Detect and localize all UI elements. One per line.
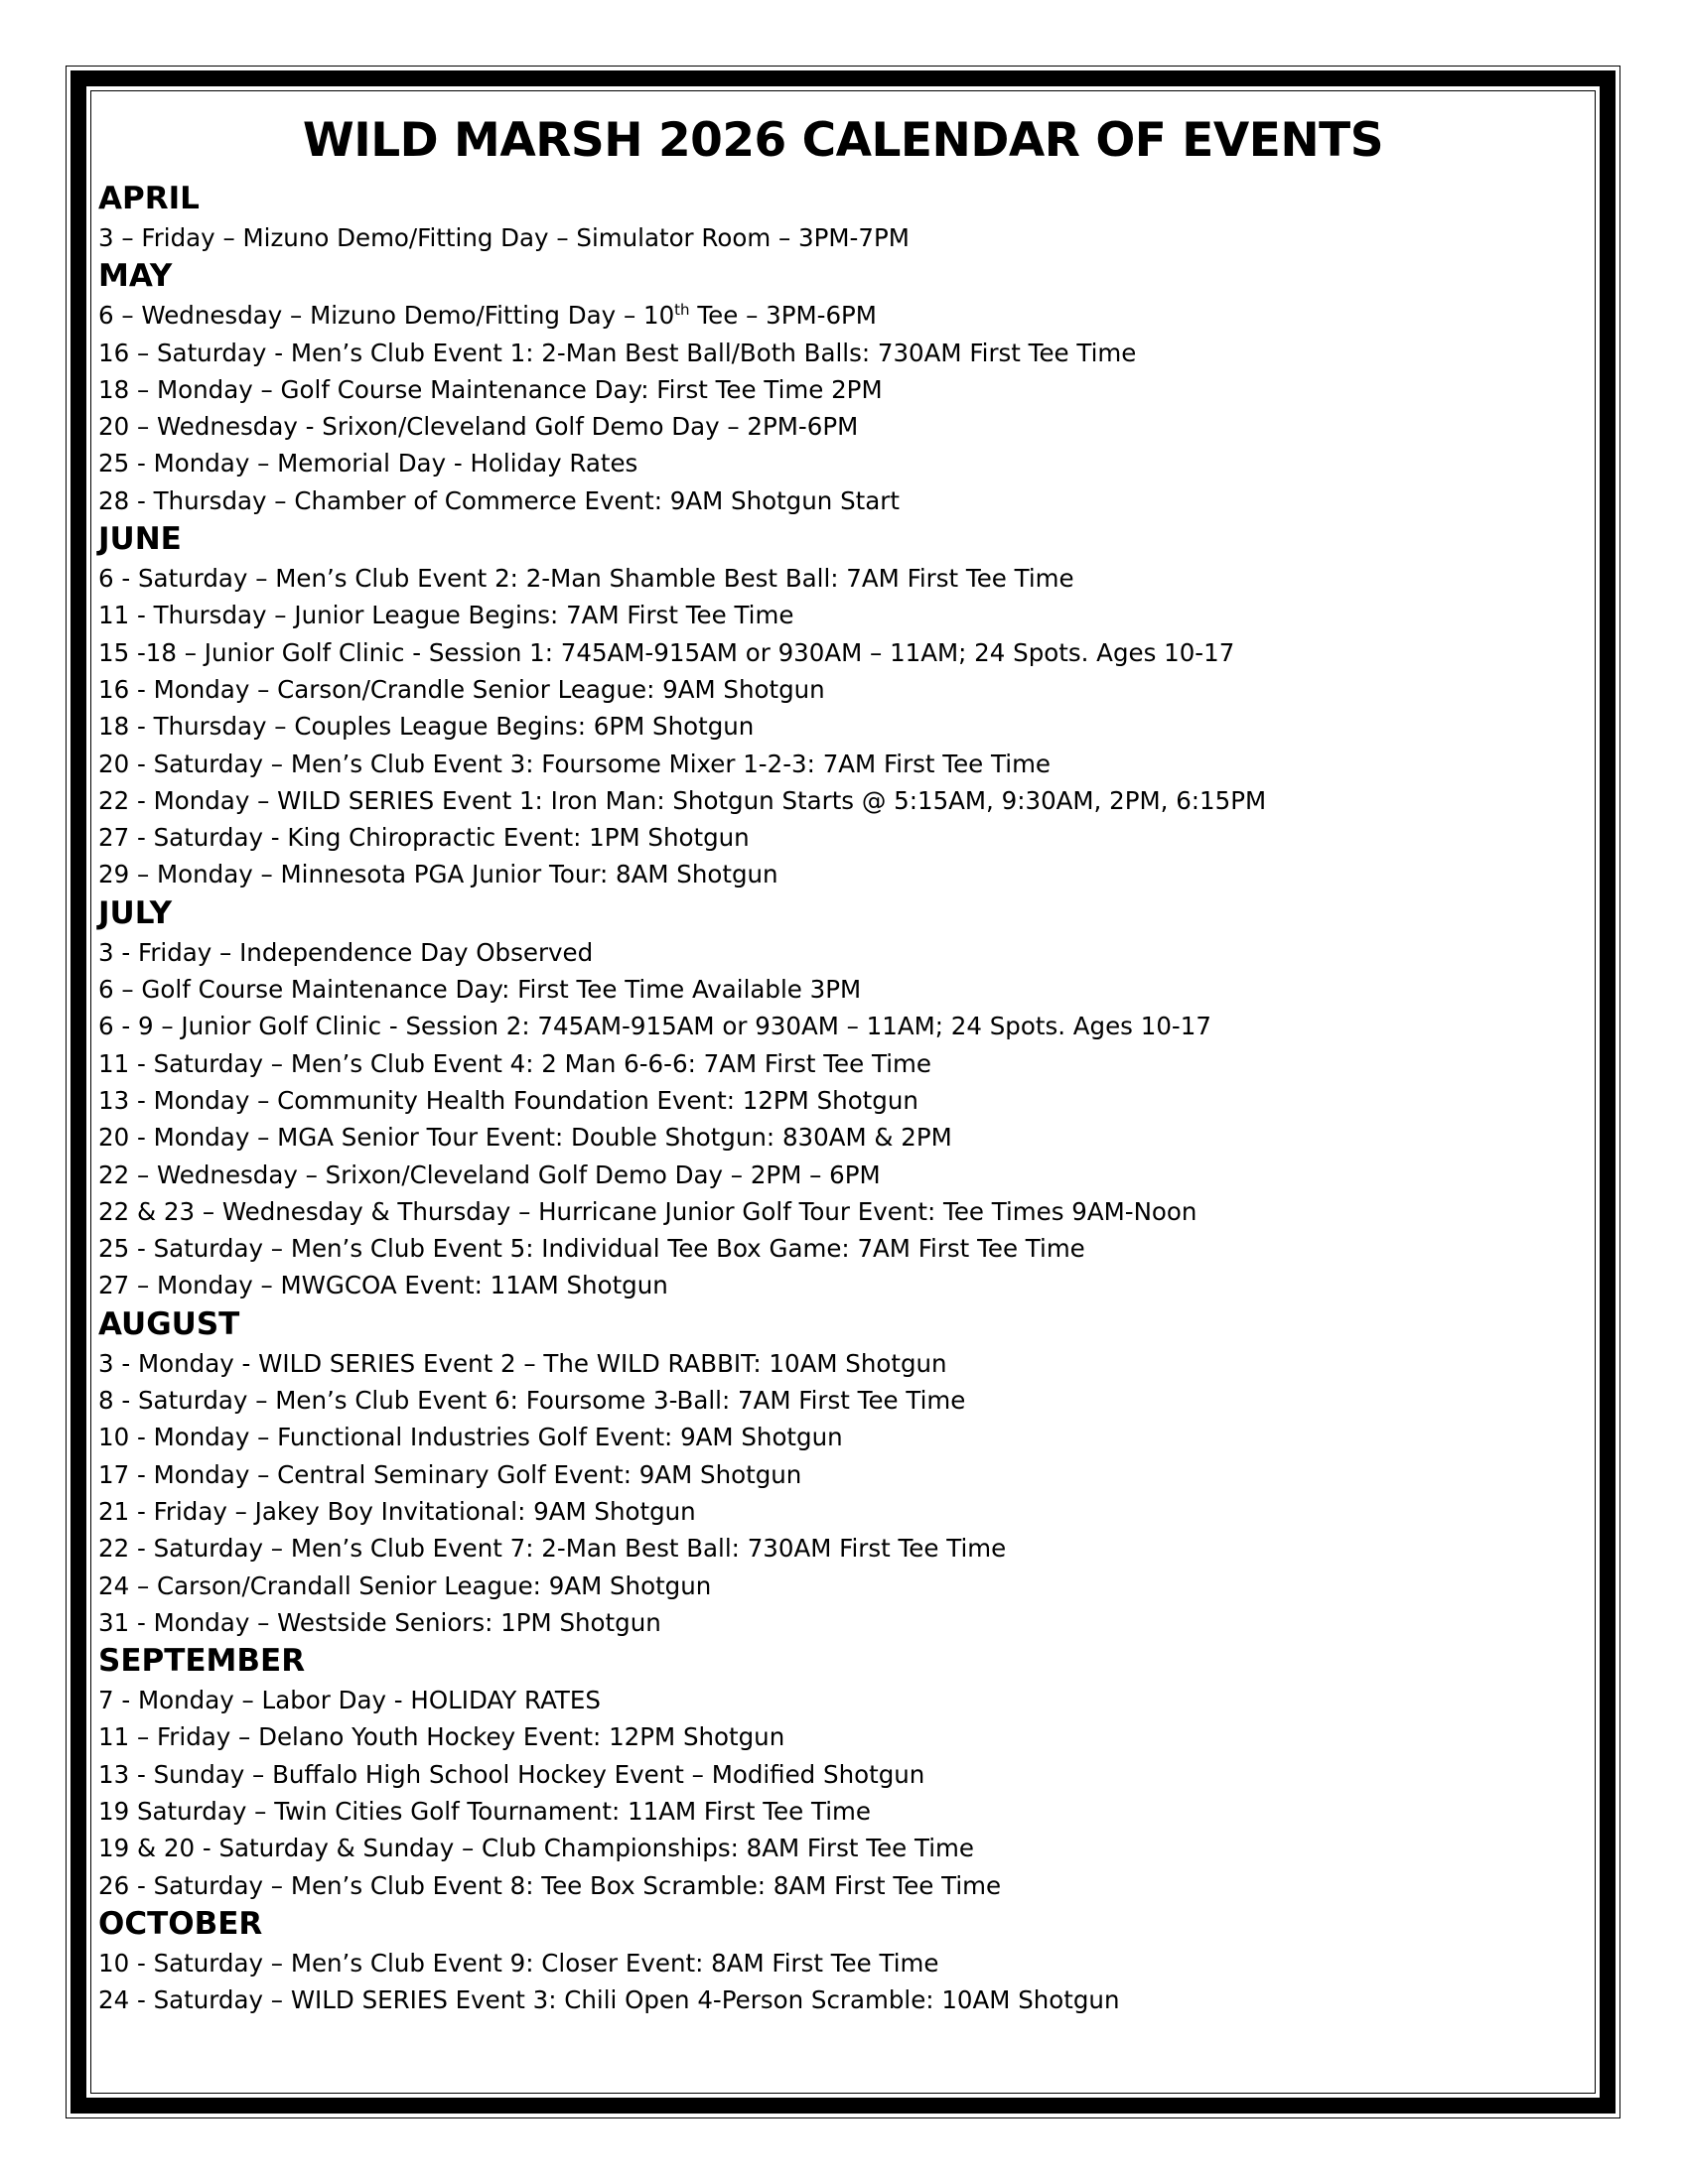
- event-item: 6 – Golf Course Maintenance Day: First Tee Time Available 3PM: [98, 975, 862, 1005]
- event-item: 20 - Saturday – Men’s Club Event 3: Foursome Mixer 1-2-3: 7AM First Tee Time: [98, 749, 1052, 778]
- event-item: 19 & 20 - Saturday & Sunday – Club Championships: 8AM First Tee Time: [98, 1834, 974, 1863]
- month-heading: APRIL: [98, 181, 200, 216]
- month-section-june: [98, 519, 1588, 893]
- event-item: 18 – Monday – Golf Course Maintenance Day: First Tee Time 2PM: [98, 374, 883, 404]
- event-item: 16 – Saturday - Men’s Club Event 1: 2-Man Best Ball/Both Balls: 730AM First Tee Time: [98, 338, 1137, 367]
- event-item: 22 - Monday – WILD SERIES Event 1: Iron Man: Shotgun Starts @ 5:15AM, 9:30AM, 2PM, 6:15PM: [98, 785, 1267, 815]
- event-item: 8 - Saturday – Men’s Club Event 6: Foursome 3-Ball: 7AM First Tee Time: [98, 1386, 966, 1416]
- event-item: 20 – Wednesday - Srixon/Cleveland Golf Demo Day – 2PM-6PM: [98, 412, 859, 442]
- month-heading: AUGUST: [98, 1305, 240, 1342]
- event-item: 31 - Monday – Westside Seniors: 1PM Shotgun: [98, 1607, 661, 1637]
- event-item: [98, 297, 1588, 334]
- event-item: 13 - Sunday – Buffalo High School Hockey Event – Modified Shotgun: [98, 1759, 925, 1789]
- event-item: 19 Saturday – Twin Cities Golf Tournament: 11AM First Tee Time: [98, 1796, 871, 1826]
- event-item: 25 - Monday – Memorial Day - Holiday Rates: [98, 449, 638, 478]
- month-section-april: [98, 179, 1588, 256]
- event-item: 25 - Saturday – Men’s Club Event 5: Individual Tee Box Game: 7AM First Tee Time: [98, 1234, 1085, 1264]
- event-item: 11 – Friday – Delano Youth Hockey Event: 12PM Shotgun: [98, 1722, 785, 1752]
- event-item: 10 - Saturday – Men’s Club Event 9: Closer Event: 8AM First Tee Time: [98, 1948, 939, 1978]
- event-item: 27 - Saturday - King Chiropractic Event: 1PM Shotgun: [98, 823, 750, 853]
- event-item: 27 – Monday – MWGCOA Event: 11AM Shotgun: [98, 1271, 668, 1300]
- month-section-september: [98, 1641, 1588, 1904]
- event-item: 18 - Thursday – Couples League Begins: 6PM Shotgun: [98, 712, 755, 742]
- month-heading: JUNE: [98, 521, 182, 558]
- event-item: 22 – Wednesday – Srixon/Cleveland Golf Demo Day – 2PM – 6PM: [98, 1160, 881, 1189]
- month-section-october: [98, 1904, 1588, 2019]
- event-item: 20 - Monday – MGA Senior Tour Event: Double Shotgun: 830AM & 2PM: [98, 1123, 952, 1153]
- event-item: 22 & 23 – Wednesday & Thursday – Hurricane Junior Golf Tour Event: Tee Times 9AM-Noon: [98, 1196, 1197, 1226]
- event-text-continued: Tee – 3PM-6PM: [689, 301, 877, 331]
- event-item: 28 - Thursday – Chamber of Commerce Event: 9AM Shotgun Start: [98, 485, 900, 515]
- event-item: 3 – Friday – Mizuno Demo/Fitting Day – Simulator Room – 3PM-7PM: [98, 223, 910, 252]
- event-item: 3 - Friday – Independence Day Observed: [98, 937, 594, 967]
- event-item: 29 – Monday – Minnesota PGA Junior Tour: 8AM Shotgun: [98, 860, 778, 889]
- months-list: [98, 179, 1588, 2018]
- month-heading: SEPTEMBER: [98, 1643, 306, 1680]
- event-item: 26 - Saturday – Men’s Club Event 8: Tee Box Scramble: 8AM First Tee Time: [98, 1870, 1002, 1900]
- event-item: 22 - Saturday – Men’s Club Event 7: 2-Man Best Ball: 730AM First Tee Time: [98, 1534, 1007, 1564]
- event-item: 13 - Monday – Community Health Foundation Event: 12PM Shotgun: [98, 1085, 918, 1115]
- event-item: 24 – Carson/Crandall Senior League: 9AM Shotgun: [98, 1570, 712, 1600]
- event-item: 11 - Thursday – Junior League Begins: 7AM First Tee Time: [98, 601, 794, 630]
- month-heading: JULY: [98, 894, 173, 931]
- event-text: 6 – Wednesday – Mizuno Demo/Fitting Day – 10: [98, 301, 675, 331]
- ordinal-suffix: th: [674, 301, 690, 320]
- event-item: 24 - Saturday – WILD SERIES Event 3: Chili Open 4-Person Scramble: 10AM Shotgun: [98, 1985, 1120, 2015]
- event-item: 3 - Monday - WILD SERIES Event 2 – The WILD RABBIT: 10AM Shotgun: [98, 1348, 947, 1378]
- page-title: WILD MARSH 2026 CALENDAR OF EVENTS: [302, 113, 1384, 168]
- event-item: 11 - Saturday – Men’s Club Event 4: 2 Man 6-6-6: 7AM First Tee Time: [98, 1048, 931, 1078]
- event-item: 7 - Monday – Labor Day - HOLIDAY RATES: [98, 1686, 601, 1715]
- month-heading: MAY: [98, 258, 173, 295]
- event-item: 17 - Monday – Central Seminary Golf Event: 9AM Shotgun: [98, 1459, 802, 1489]
- month-section-may: [98, 256, 1588, 519]
- event-item: 15 -18 – Junior Golf Clinic - Session 1: 745AM-915AM or 930AM – 11AM; 24 Spots. Ages 10-17: [98, 637, 1235, 667]
- event-item: 16 - Monday – Carson/Crandle Senior League: 9AM Shotgun: [98, 674, 825, 704]
- month-section-july: [98, 893, 1588, 1304]
- month-section-august: [98, 1304, 1588, 1641]
- calendar-document: [98, 103, 1588, 2018]
- event-item: 6 - 9 – Junior Golf Clinic - Session 2: 745AM-915AM or 930AM – 11AM; 24 Spots. Ages 10-17: [98, 1012, 1211, 1041]
- event-item: 10 - Monday – Functional Industries Golf Event: 9AM Shotgun: [98, 1423, 843, 1452]
- event-item: 21 - Friday – Jakey Boy Invitational: 9AM Shotgun: [98, 1496, 696, 1526]
- event-item: 6 - Saturday – Men’s Club Event 2: 2-Man Shamble Best Ball: 7AM First Tee Time: [98, 564, 1074, 594]
- month-heading: OCTOBER: [98, 1905, 263, 1942]
